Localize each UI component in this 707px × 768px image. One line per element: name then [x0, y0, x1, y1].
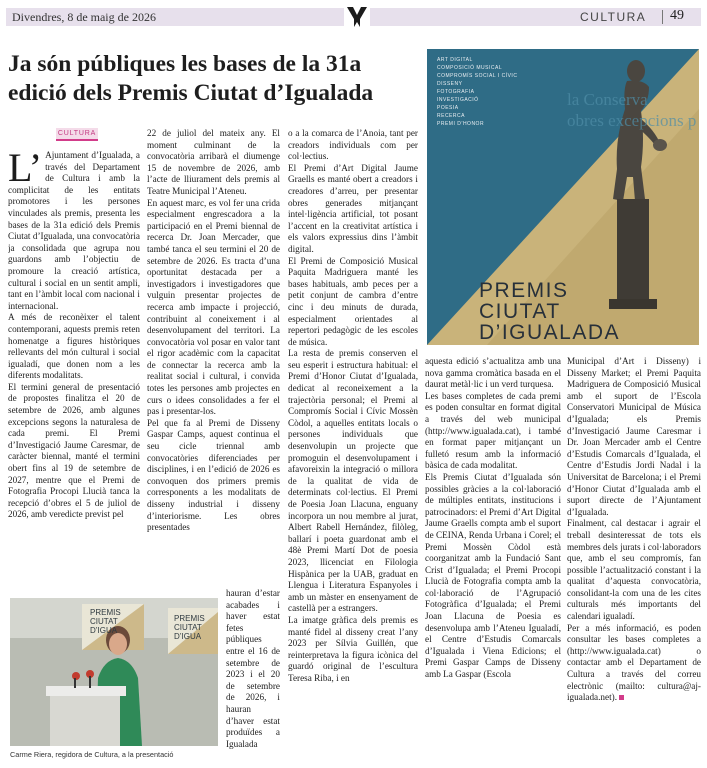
photo-screen-text: PREMIS CIUTAT D’IGUA: [90, 608, 121, 635]
paragraph: aquesta edició s’actualitza amb una nova gamma cromàtica basada en el daurat metàl·lic i un verd turquesa.: [425, 356, 561, 390]
paragraph: A més de reconèixer el talent contemporani, aquests premis reten homenatge a figures històriques rellevants del món cultural i social igualadí, que donen nom a les diferents modalitats.: [8, 312, 140, 381]
paragraph: En aquest marc, es vol fer una crida especialment engrescadora a la participació en el Premi biennal de recerca Dr. Joan Mercader, que també tanca el seu termini el 20 de setembre de 2026. Es tracta d’una oportunitat destacada per a investigadors i investigadores que vulguin presentar projectes de recerca amb impacte i projecció, contribuint al coneixement i al desenvolupament del territori. La convocatòria vol posar en valor tant el rigor acadèmic com la capacitat de connectar la recerca amb la realitat social i cultural, i convida totes les persones amb projectes en curs o idees consolidades a fer el pas i presentar-los.: [147, 197, 280, 417]
drop-cap: L’: [8, 150, 43, 190]
paragraph: Finalment, cal destacar i agrair el treball desinteressat de tots els membres dels jurats i col·laboradors que, amb el seu compromís, fan possible l’actualització constant i la qualitat d’aquesta convocatòria, consolidant-la com una de les cites culturals més importants del calendari igualadí.: [567, 518, 701, 622]
section-kicker: CULTURA: [56, 128, 98, 141]
paragraph: L’ Ajuntament d’Igualada, a través del Departament de Cultura i amb la complicitat de les entitats promotores i les persones vinculades als premis, presenta les bases de la 31a edició dels Premis Ciutat d’Igualada, una convocatòria ja consolidada que agrupa nou guardons amb l’objectiu de promoure la creació artística, cultural i social en un sentit ampli, tant en l’àmbit local com nacional i internacional.: [8, 150, 140, 311]
paragraph: 22 de juliol del mateix any. El moment culminant de la convocatòria arribarà el diumenge 15 de novembre de 2026, amb l’acte de lliurament dels premis al Teatre Municipal l’Ateneu.: [147, 128, 280, 196]
poster-category: ART DIGITAL: [437, 57, 473, 63]
poster-category: COMPOSICIÓ MUSICAL: [437, 65, 503, 71]
paragraph: Municipal d’Art i Disseny) i Disseny Market; el Premi Paquita Madriguera de Composició Musical amb el suport de l’Escola Conservatori Municipal de Música d’Igualada; els Premis d’Investigació Jaume Caresmar i Dr. Joan Mercader amb el Centre d’Estudis Comarcals d’Igualada, el Centre d’Estudis Jordi Nadal i la Universitat de Barcelona; i el Premi d’Honor Ciutat d’Igualada amb el suport directe de l’Ajuntament d’Igualada.: [567, 356, 701, 517]
section-name: CULTURA: [580, 10, 647, 24]
paragraph: Per a més informació, es poden consultar les bases completes a (http://www.igualada.cat) o contactar amb el Departament de Cultura a través del correu electrònic (mailto: cultura@aj-igualada.net).: [567, 622, 701, 703]
end-of-article-mark: [619, 695, 624, 700]
paragraph: El termini general de presentació de propostes finalitza el 20 de setembre de 2026, amb algunes excepcions segons la naturalesa de cada premi. El Premi d’Investigació Jaume Caresmar, de caràcter biennal, manté el termini obert fins al 19 de setembre de 2027, mentre que el Premi de Fotografia Procopi Llucià tanca la recepció d’obres el 5 de juliol de 2026, amb veredicte previst pel: [8, 381, 140, 520]
photo-screen-text-2: PREMIS CIUTAT D’IGUA: [174, 614, 205, 641]
article-column-5: [567, 356, 701, 764]
headline-line-1: Ja són públiques les bases de la 31a: [8, 51, 362, 77]
poster-category: DISSENY: [437, 81, 463, 87]
photo-caption: Carme Riera, regidora de Cultura, a la presentació: [10, 750, 174, 759]
newspaper-logo-icon: [344, 4, 370, 30]
presentation-photo: [10, 598, 218, 746]
paragraph: La imatge gràfica dels premis es manté fidel al disseny creat l’any 2023 per Sílvia Guillén, que reinterpretava la figura icònica del guardó original de l’escultura Teresa Riba, i en: [288, 614, 418, 683]
poster-title: PREMIS CIUTAT D’IGUALADA: [479, 279, 621, 344]
article-column-1: [8, 150, 140, 594]
issue-date: Divendres, 8 de maig de 2026: [12, 10, 156, 24]
article-column-4: [425, 356, 561, 764]
poster-category: INVESTIGACIÓ: [437, 97, 479, 103]
paragraph: Les bases completes de cada premi es poden consultar en format digital a través del web municipal (http://www.igualada.cat), i també en format paper mitjançant un fulletó resum amb la informació bàsica de cada modalitat.: [425, 390, 561, 471]
poster-category: FOTOGRAFIA: [437, 89, 475, 95]
paragraph: El Premi d’Art Digital Jaume Graells es manté obert a creadors i creadores d’arreu, per presentar obres generades mitjançant intel·ligència artificial, tot posant l’accent en la creativitat artística i els valors expressius dins l’àmbit digital.: [288, 162, 418, 254]
premis-poster-image: [427, 49, 699, 345]
paragraph: La resta de premis conserven el seu esperit i estructura habitual: el Premi d’Honor Ciutat d’Igualada, dedicat al reconeixement a la trajectòria personal; el Premi al Compromís Social i Cívic Mossèn Còdol, a aquelles entitats locals o persones individuals que desenvolupin un projecte que promoguin el desenvolupament i afavoreixin la integració o millora de la qualitat de vida de determinats col·lectius. El Premi de Poesia Joan Llacuna, enguany incorpora un nou membre al jurat, Albert Rabell Hernández, filòleg, ballarí i poeta guardonat amb el 48è Premi Martí Dot de poesia 2023, llicenciat en Filologia Hispànica per la UAB, graduat en Llengua i Literatura Espanyoles i amb un màster en ensenyament de castellà per a estrangers.: [288, 348, 418, 614]
article-headline: [8, 50, 418, 108]
article-column-2-continued: [226, 588, 280, 764]
paragraph: El Premi de Composició Musical Paquita Madriguera manté les bases habituals, amb peces per a petit conjunt de cambra d’entre cinc i deu minuts de durada, especialment orientades al repertori pedagògic de les escoles de música.: [288, 255, 418, 347]
paragraph: hauran d’estar acabades i haver estat fetes públiques entre el 16 de setembre de 2023 i el 20 de setembre de 2026, i hauran d’haver estat produïdes a Igualada: [226, 588, 280, 749]
paragraph: Pel que fa al Premi de Disseny Gaspar Camps, aquest continua el seu cicle triennal amb convocatòries diferenciades per disciplines, i en l’edició de 2026 es convoquen dos primers premis corresponents a les modalitats de disseny industrial i disseny d’interiorisme. Les obres presentades: [147, 417, 280, 533]
poster-category: RECERCA: [437, 113, 465, 119]
poster-category: PREMI D’HONOR: [437, 121, 485, 127]
headline-line-2: edició dels Premis Ciutat d’Igualada: [8, 80, 374, 106]
page-header: [6, 4, 701, 28]
article-column-3: [288, 128, 418, 764]
paragraph: Els Premis Ciutat d’Igualada són possibles gràcies a la col·laboració de múltiples entitats, institucions i patrocinadors: el Premi d’Art Digital Jaume Graells compta amb el suport de CEINA, Renda Urbana i Corel; el Premi Mossèn Còdol està coorganitzat amb la Fundació Sant Crist d’Igualada; el Premi Procopi Llucià de Fotografia compta amb la col·laboració de l’Agrupació Fotogràfica d’Igualada; el Premi Joan Llacuna de Poesia es desenvolupa amb l’Ateneu Igualadí, el Centre d’Estudis Comarcals d’Igualada i Viena Edicions; el Premi Gaspar Camps de Disseny amb La Gaspar (Escola: [425, 471, 561, 680]
page-number: 49: [670, 8, 684, 23]
paragraph: o a la comarca de l’Anoia, tant per creadors individuals com per col·lectius.: [288, 128, 418, 162]
header-divider: [662, 10, 663, 24]
poster-category: POESIA: [437, 105, 459, 111]
article-column-2: [147, 128, 280, 610]
poster-category: COMPROMÍS SOCIAL I CÍVIC: [437, 73, 518, 79]
poster-background-text: la Conserva obres excepcions p: [567, 90, 697, 130]
